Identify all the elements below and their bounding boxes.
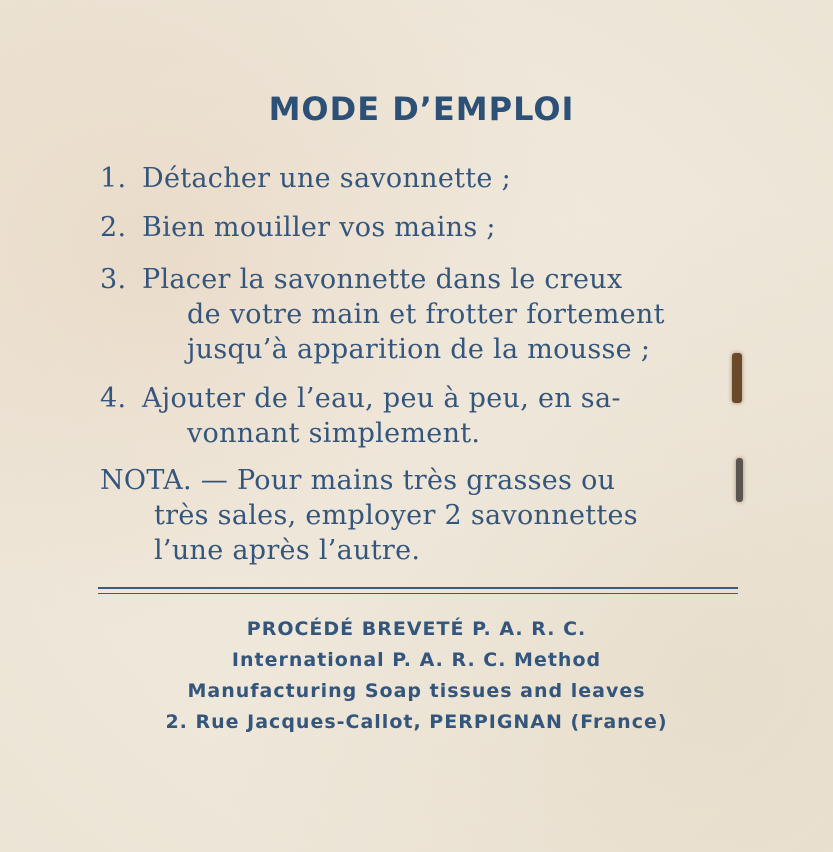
footer-line: Manufacturing Soap tissues and leaves — [187, 680, 646, 702]
footer-line: PROCÉDÉ BREVETÉ P. A. R. C. — [246, 618, 587, 640]
step-3-continuation: jusqu’à apparition de la mousse ; — [187, 334, 651, 365]
step-4-continuation: vonnant simplement. — [187, 418, 481, 449]
step-3-continuation: de votre main et frotter fortement — [187, 299, 665, 330]
step-text: Bien mouiller vos mains ; — [142, 212, 496, 243]
step-number: 3. — [100, 264, 127, 295]
footer-line: 2. Rue Jacques-Callot, PERPIGNAN (France) — [165, 711, 668, 733]
footer-line: International P. A. R. C. Method — [231, 649, 602, 671]
staple-mark — [732, 353, 742, 403]
step-text: Ajouter de l’eau, peu à peu, en sa- — [142, 383, 621, 414]
divider-rule — [98, 593, 738, 594]
staple-mark — [736, 458, 743, 502]
nota-line: très sales, employer 2 savonnettes — [154, 500, 638, 531]
step-number: 4. — [100, 383, 127, 414]
nota-line: l’une après l’autre. — [154, 535, 421, 566]
step-4 — [100, 383, 621, 414]
step-number: 1. — [100, 163, 127, 194]
step-number: 2. — [100, 212, 127, 243]
step-1 — [100, 163, 511, 194]
nota-line: NOTA. — Pour mains très grasses ou — [100, 465, 616, 496]
step-2 — [100, 212, 496, 243]
step-3 — [100, 264, 623, 295]
page-title: MODE D’EMPLOI — [268, 90, 575, 128]
divider-rule — [98, 587, 738, 589]
step-text: Détacher une savonnette ; — [142, 163, 511, 194]
step-text: Placer la savonnette dans le creux — [142, 264, 623, 295]
